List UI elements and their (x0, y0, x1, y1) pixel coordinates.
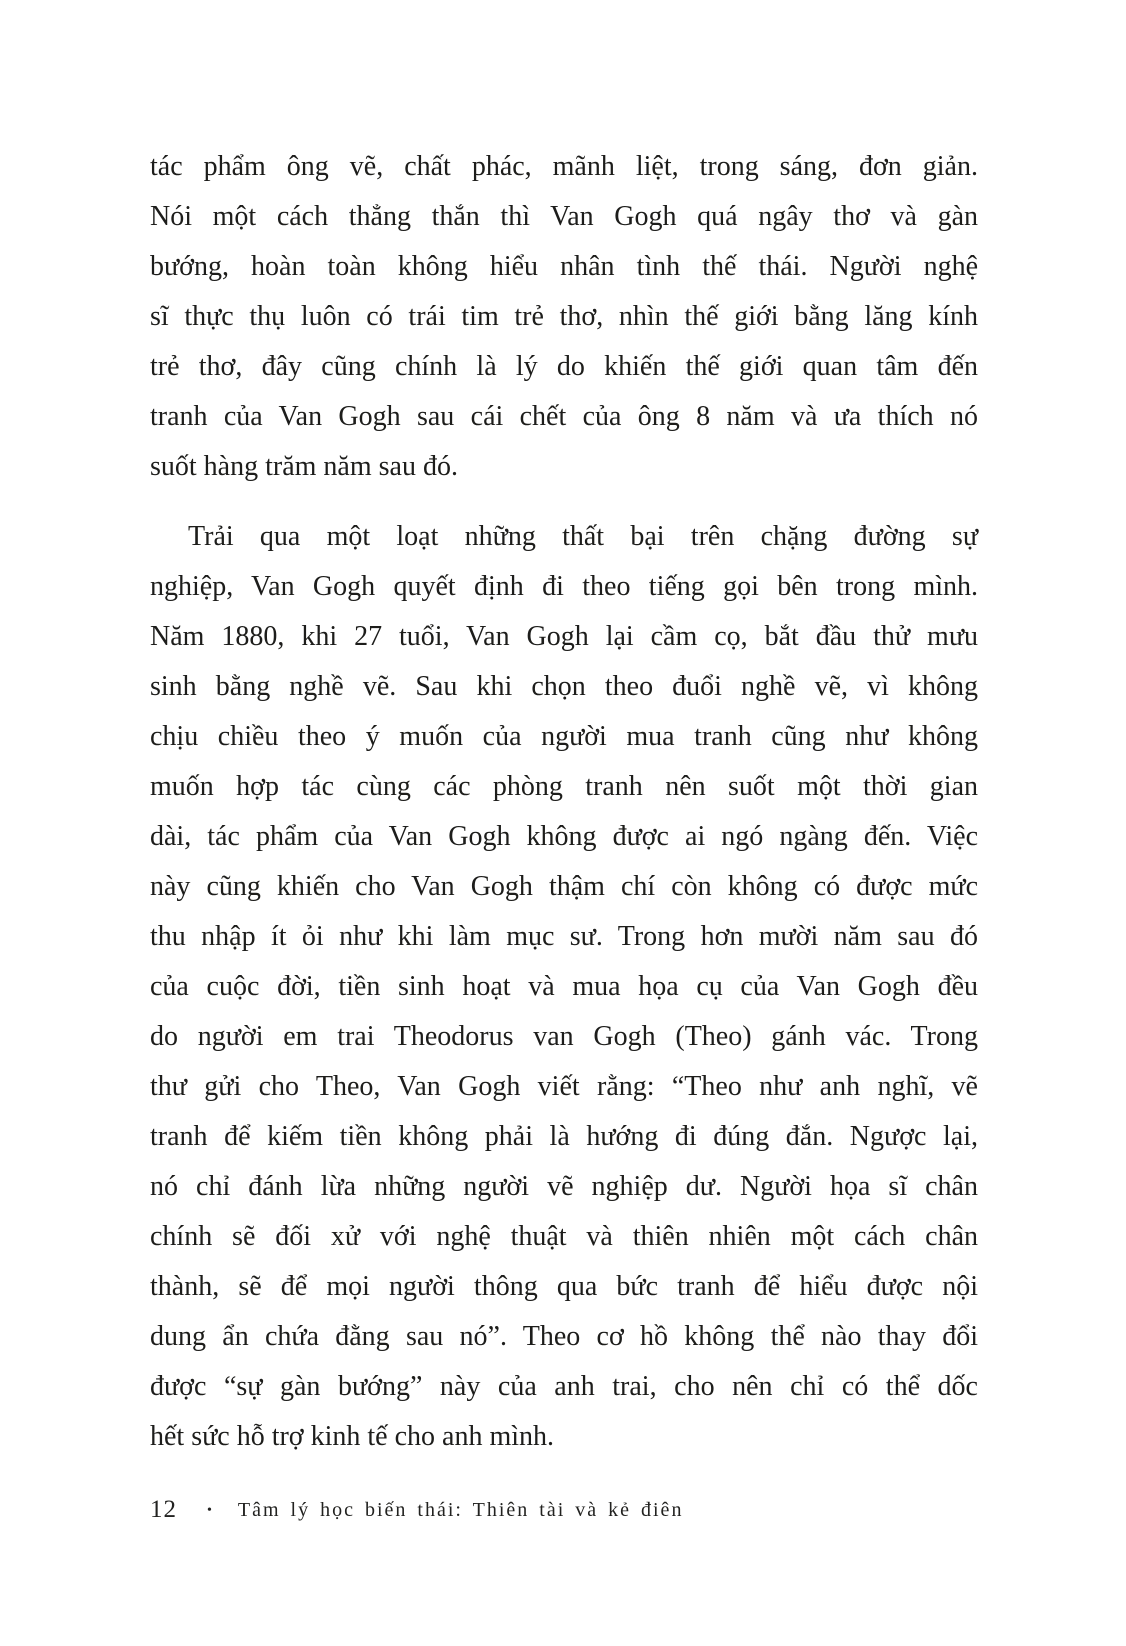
text-line: này cũng khiến cho Van Gogh thậm chí còn không có được mức (150, 871, 978, 902)
paragraph (150, 512, 978, 1462)
text-line: do người em trai Theodorus van Gogh (Theo) gánh vác. Trong (150, 1021, 978, 1052)
body-text (150, 142, 978, 1462)
text-line: dài, tác phẩm của Van Gogh không được ai ngó ngàng đến. Việc (150, 821, 978, 852)
text-line: thành, sẽ để mọi người thông qua bức tranh để hiểu được nội (150, 1271, 978, 1302)
text-line: sinh bằng nghề vẽ. Sau khi chọn theo đuổi nghề vẽ, vì không (150, 671, 978, 702)
page-number: 12 (150, 1496, 177, 1523)
bullet-icon: • (207, 1503, 212, 1518)
text-line: nó chỉ đánh lừa những người vẽ nghiệp dư. Người họa sĩ chân (150, 1171, 978, 1202)
text-line: chính sẽ đối xử với nghệ thuật và thiên nhiên một cách chân (150, 1221, 978, 1252)
text-line: Nói một cách thẳng thắn thì Van Gogh quá ngây thơ và gàn (150, 201, 978, 232)
footer-book-title: Tâm lý học biến thái: Thiên tài và kẻ điên (237, 1498, 684, 1521)
text-line: tác phẩm ông vẽ, chất phác, mãnh liệt, trong sáng, đơn giản. (150, 151, 978, 182)
text-line: muốn hợp tác cùng các phòng tranh nên suốt một thời gian (150, 771, 978, 802)
text-line: tranh để kiếm tiền không phải là hướng đi đúng đắn. Ngược lại, (150, 1121, 978, 1152)
text-line: của cuộc đời, tiền sinh hoạt và mua họa cụ của Van Gogh đều (150, 971, 978, 1002)
text-line: suốt hàng trăm năm sau đó. (150, 451, 458, 482)
paragraph (150, 142, 978, 492)
text-line: tranh của Van Gogh sau cái chết của ông 8 năm và ưa thích nó (150, 401, 978, 432)
text-line: chịu chiều theo ý muốn của người mua tranh cũng như không (150, 721, 978, 752)
text-line: hết sức hỗ trợ kinh tế cho anh mình. (150, 1421, 555, 1452)
text-line: sĩ thực thụ luôn có trái tim trẻ thơ, nhìn thế giới bằng lăng kính (150, 301, 978, 332)
text-line: nghiệp, Van Gogh quyết định đi theo tiếng gọi bên trong mình. (150, 571, 978, 602)
text-line: Trải qua một loạt những thất bại trên chặng đường sự (188, 521, 978, 552)
page-footer (150, 1496, 978, 1524)
text-line: bướng, hoàn toàn không hiểu nhân tình thế thái. Người nghệ (150, 251, 978, 282)
text-line: dung ẩn chứa đằng sau nó”. Theo cơ hồ không thể nào thay đổi (150, 1321, 978, 1352)
text-line: thư gửi cho Theo, Van Gogh viết rằng: “Theo như anh nghĩ, vẽ (150, 1071, 978, 1102)
text-line: trẻ thơ, đây cũng chính là lý do khiến thế giới quan tâm đến (150, 351, 978, 382)
text-line: được “sự gàn bướng” này của anh trai, cho nên chỉ có thể dốc (150, 1371, 978, 1402)
text-line: thu nhập ít ỏi như khi làm mục sư. Trong hơn mười năm sau đó (150, 921, 978, 952)
text-line: Năm 1880, khi 27 tuổi, Van Gogh lại cầm cọ, bắt đầu thử mưu (150, 621, 978, 652)
